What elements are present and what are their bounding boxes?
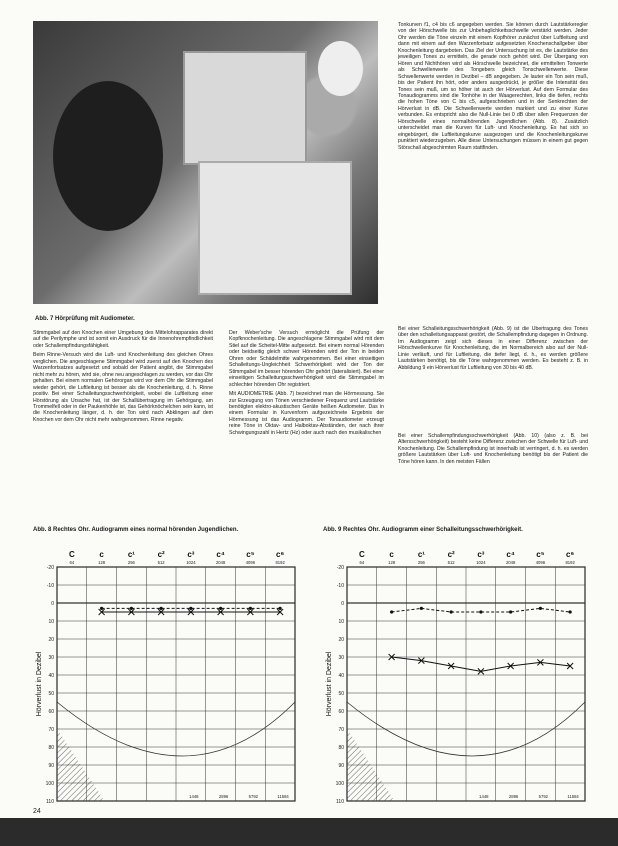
frequency-label: 2048 <box>215 560 226 565</box>
y-tick-label: 50 <box>338 691 344 697</box>
frequency-label: 64 <box>69 560 75 565</box>
bottom-frequency-label: 1448 <box>189 794 199 799</box>
note-label: c² <box>157 550 165 559</box>
y-tick-label: 110 <box>46 799 54 805</box>
chart-title-left: Abb. 8 Rechtes Ohr. Audiogramm eines normal hörenden Jugendlichen. <box>33 527 239 533</box>
right-column-bottom: Bei einer Schallempfindungsschwerhörigkeit (Abb. 10) (also z. B. bei Altersschwerhörigkeit) besteht keine Differenz zwischen der Schwelle für Luft- und Knochenleitung. Die Schallempfindung ist innerhalb ist verringert, d. h. es werden größere Lautstärken über Luft- und Knochenleitung benötigt bis der Patient die Töne hören kann. In den meisten Fällen <box>398 433 588 465</box>
y-tick-label: 30 <box>338 655 344 661</box>
data-point-dot <box>100 607 103 610</box>
frequency-label: 1024 <box>186 560 196 565</box>
bottom-frequency-label: 2896 <box>218 794 229 799</box>
bottom-frequency-label: 5792 <box>248 794 259 799</box>
frequency-label: 512 <box>157 560 165 565</box>
series-line <box>392 657 571 671</box>
bottom-frequency-label: 5792 <box>538 794 549 799</box>
y-tick-label: 60 <box>338 709 344 715</box>
data-point-dot <box>249 607 252 610</box>
left-column <box>33 330 213 520</box>
note-label: C <box>68 550 75 559</box>
audiometer-photo <box>33 21 378 304</box>
y-tick-label: 20 <box>338 637 344 643</box>
y-axis-label: Hörverlust in Dezibel <box>36 651 43 717</box>
audiogram-chart-right <box>323 545 591 807</box>
data-point-dot <box>189 607 192 610</box>
y-tick-label: 40 <box>48 673 54 679</box>
patient-head <box>53 81 163 231</box>
y-tick-label: 20 <box>48 637 54 643</box>
frequency-label: 1024 <box>476 560 486 565</box>
y-tick-label: 80 <box>338 745 344 751</box>
frequency-label: 4096 <box>245 560 256 565</box>
data-point-dot <box>160 607 163 610</box>
middle-paragraph: Der Weber'sche Versuch ermöglicht die Prüfung der Kopfknochenleitung. Die angeschlagene Stimmgabel wird mit dem Stiel auf die Scheitel-Mitte aufgesetzt. Bei einem normal Hörenden oder beidseitig gleich schwer Hörenden wird der Ton in beiden Ohren oder Schädelmitte wahrgenommen. Bei einer einseitigen Schalleitungs-Ungleichheit Schwerhörigkeit wird der Ton der Stimmgabel im besser hörenden Ohr gehört (lateralisiert). Bei einer einseitigen Schalleitungsschwerhörigkeit wird die Stimmgabel im schlechter hörenden Ohr registriert. <box>229 330 384 388</box>
data-point-dot <box>539 607 542 610</box>
y-tick-label: 50 <box>48 691 54 697</box>
y-tick-label: 30 <box>48 655 54 661</box>
frequency-label: 8192 <box>565 560 575 565</box>
y-tick-label: 10 <box>338 619 344 625</box>
y-tick-label: 80 <box>48 745 54 751</box>
note-label: c² <box>447 550 455 559</box>
y-tick-label: -10 <box>336 583 344 589</box>
middle-paragraph: Mit AUDIOMETRIE (Abb. 7) bezeichnet man die Hörmessung. Sie zur Erzeugung von Tönen verschiedener Frequenz und Lautstärke benötigten elektro-akustischen Geräte heißen Audiometer. Das in einem Formular in Kurvenform aufgezeichnete Ergebnis der Hörmessung ist das Audiogramm. Der Tonaudiometer erzeugt reine Töne in Oktav- und Halboktav-Abständen, der nach ihrer Schwingungszahl in Hertz (Hz) oder auch nach den musikalischen <box>229 391 384 436</box>
note-label: c <box>99 550 104 559</box>
data-point-dot <box>420 607 423 610</box>
frequency-label: 8192 <box>275 560 285 565</box>
note-label: c⁴ <box>506 550 515 559</box>
right-column-middle: Bei einer Schalleitungsschwerhörigkeit (Abb. 9) ist die Übertragung des Tones über den schalleitungsapparat gestört, die Schallempfindung dagegen in Ordnung. Im Audiogramm zeigt sich dieses in einer Differenz zwischen der Hörschwellenkurve für Knochenleitung, die im Normalbereich also auf der Null-Linie verläuft, und für Luftleitung, die tiefer liegt, d. h., es werden größere Lautstärken benötigt, bis die Töne wahrgenommen werden. Es besteht z. B. in Abbildung 9 ein Hörverlust für Luftleitung von 30 bis 40 dB. <box>398 326 588 371</box>
right-column-top: Tonkurven f1, c4 bis c6 angegeben werden. Sie können durch Lautstärkeregler von der Hörschwelle bis zur Unbehaglichkeitsschwelle verstärkt werden. Jeder Ohr werden die Töne einzeln mit einem Kopfhörer zunächst über Luftleitung und dann mit einem auf den Warzenfortsatz aufgesetzten Knochenschallgeber über Knochenleitung dargeboten. Das Ziel der Untersuchung ist es, die Lautstärke des jeweiligen Tones zu ermitteln, die gerade noch gehört wird. Der Übergang von Hören und Nichthören wird als Hörschwelle bezeichnet, die ermittelten Tonwerte als Schwellenwerte des Tongebers gleich Tonschwellenwerte. Diese Schwellenwerte werden in Dezibel – dB angegeben. Je lauter ein Ton sein muß, bis der Patient ihn hört, oder anders ausgedrückt, je größer die Intensität des Tones sein muß, um so höher ist auch der Hörverlust. Auf dem Formular des Tonaudiogramms sind die Tonhöhe in der Waagerechten, links die tiefen, rechts die hohen Töne von C bis c5, aufgeschrieben und in der Senkrechten der Hörverlust in dB. Die Schwellenwerte werden markiert und zu einer Kurve verbunden. Es entspricht also die Null-Linie bei 0 dB über allen Frequenzen der Hörschwelle eines normalhörenden Jugendlichen (Abb. 8). Zusätzlich unterscheidet man die Kurven für Luft- und Knochenleitung. Es hat sich so eingebürgert, die Luftleitungskurve ausgezogen und die Knochenleitungskurve punktiert wiederzugeben. Alle diese Untersuchungen müssen in einem gut gegen Störschall abgeschirmten Raum stattfinden. <box>398 22 588 151</box>
middle-column <box>229 330 384 520</box>
y-tick-label: 0 <box>341 601 344 607</box>
data-point-dot <box>130 607 133 610</box>
bottom-frequency-label: 2896 <box>508 794 519 799</box>
y-tick-label: 100 <box>45 781 54 787</box>
photo-caption: Abb. 7 Hörprüfung mit Audiometer. <box>35 316 135 322</box>
bottom-frequency-label: 11584 <box>567 794 579 799</box>
y-axis-label: Hörverlust in Dezibel <box>326 651 333 717</box>
scan-edge <box>0 818 618 846</box>
left-paragraph: Stimmgabel auf den Knochen einer Umgebung des Mittelohrapparates direkt auf die Perilymphe und ist somit ein Ausdruck für die Innenohrempfindlichkeit oder Schallempfindungsfähigkeit. <box>33 330 213 349</box>
data-point-dot <box>479 610 482 613</box>
y-tick-label: 60 <box>48 709 54 715</box>
bottom-frequency-label: 1448 <box>479 794 489 799</box>
note-label: c⁶ <box>276 550 285 559</box>
frequency-label: 64 <box>359 560 365 565</box>
y-tick-label: 110 <box>336 799 344 805</box>
note-label: c⁶ <box>566 550 575 559</box>
y-tick-label: 100 <box>335 781 344 787</box>
frequency-label: 256 <box>127 560 135 565</box>
data-point-dot <box>450 610 453 613</box>
y-tick-label: -20 <box>46 565 54 571</box>
audiometer-screen <box>183 51 307 165</box>
frequency-label: 256 <box>417 560 425 565</box>
frequency-label: 128 <box>98 560 106 565</box>
y-tick-label: 0 <box>51 601 54 607</box>
frequency-label: 2048 <box>505 560 516 565</box>
frequency-label: 512 <box>447 560 455 565</box>
note-label: c³ <box>477 550 485 559</box>
data-point-dot <box>279 607 282 610</box>
bottom-frequency-label: 11584 <box>277 794 289 799</box>
data-point-dot <box>219 607 222 610</box>
y-tick-label: 10 <box>48 619 54 625</box>
note-label: c <box>389 550 394 559</box>
note-label: C <box>358 550 365 559</box>
y-tick-label: 70 <box>48 727 54 733</box>
left-paragraph: Beim Rinne-Versuch wird die Luft- und Knochenleitung des gleichen Ohres verglichen. Die angeschlagene Stimmgabel wird zuerst auf den Knochen des Warzenfortsatzes aufgesetzt und sobald der Patient angibt, die Stimmgabel nicht mehr zu hören, wird sie, ohne neu angeschlagen zu werden, vor das Ohr gehalten. Bei einem normalen Gehörorgan wird vor dem Ohr die Stimmgabel wieder gehört, die Luftleitung ist besser als die Knochenleitung, d. h. Rinne positiv. Bei einer Schalleitungsschwerhörigkeit, wobei die Luftleitung einer Hörstörung als Ursache hat, ist der Schallübertragung im Gehörgang, am Trommelfell oder in der Paukenhöhle ist, das Gehörknöchelchen sein kann, ist die Knochenleitung länger, d. h. der Ton wird nach Abklingen auf dem Knochen vor dem Ohr nicht mehr wahrgenommen. Rinne negativ. <box>33 352 213 423</box>
data-point-dot <box>569 610 572 613</box>
note-label: c³ <box>187 550 195 559</box>
note-label: c¹ <box>127 550 135 559</box>
audiogram-chart-left <box>33 545 301 807</box>
note-label: c⁵ <box>536 550 545 559</box>
examiner-head <box>318 41 363 96</box>
y-tick-label: -20 <box>336 565 344 571</box>
chart-title-right: Abb. 9 Rechtes Ohr. Audiogramm einer Schalleitungsschwerhörigkeit. <box>323 527 523 533</box>
page-number: 24 <box>33 808 41 815</box>
frequency-label: 4096 <box>535 560 546 565</box>
y-tick-label: 40 <box>338 673 344 679</box>
note-label: c¹ <box>417 550 425 559</box>
note-label: c⁴ <box>216 550 225 559</box>
data-point-dot <box>390 610 393 613</box>
audiometer-device <box>198 161 352 295</box>
frequency-label: 128 <box>388 560 396 565</box>
data-point-dot <box>509 610 512 613</box>
y-tick-label: 90 <box>338 763 344 769</box>
note-label: c⁵ <box>246 550 255 559</box>
y-tick-label: 70 <box>338 727 344 733</box>
y-tick-label: -10 <box>46 583 54 589</box>
y-tick-label: 90 <box>48 763 54 769</box>
